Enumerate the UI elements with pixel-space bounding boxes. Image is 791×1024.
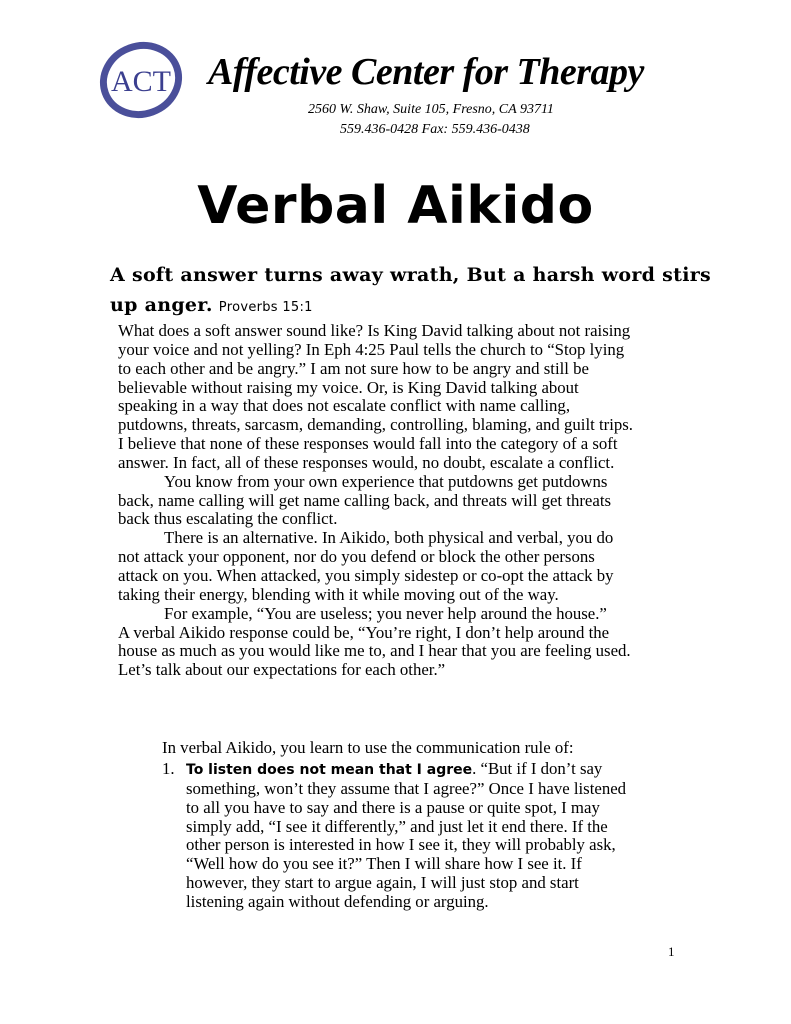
list-item <box>162 760 682 912</box>
body-line: answer. In fact, all of these responses would, no doubt, escalate a conflict. <box>118 452 615 472</box>
body-line: not attack your opponent, nor do you defend or block the other persons <box>118 547 595 567</box>
list-item-line: listening again without defending or arguing. <box>186 891 489 911</box>
body-line: I believe that none of these responses would fall into the category of a soft <box>118 434 618 454</box>
body-line: putdowns, threats, sarcasm, demanding, controlling, blaming, and guilt trips. <box>118 415 634 435</box>
quote-line: A soft answer turns away wrath, But a harsh word stirs <box>110 264 712 286</box>
body-line: back, name calling will get name calling back, and threats will get threats <box>118 490 612 510</box>
body-line: back thus escalating the conflict. <box>118 509 338 529</box>
body-line: house as much as you would like me to, and I hear that you are feeling used. <box>118 641 631 661</box>
org-address: 2560 W. Shaw, Suite 105, Fresno, CA 93711 <box>308 102 554 117</box>
numbered-list <box>162 760 682 912</box>
list-item-number: 1. <box>162 759 175 778</box>
list-item-lead: To listen does not mean that I agree <box>186 762 473 778</box>
body-line: speaking in a way that does not escalate conflict with name calling, <box>118 396 571 416</box>
logo-text: ACT <box>111 65 171 98</box>
page-title: Verbal Aikido <box>197 176 594 236</box>
body-line: your voice and not yelling? In Eph 4:25 Paul tells the church to “Stop lying <box>118 339 625 359</box>
list-item-line: however, they start to argue again, I will just stop and start <box>186 873 579 893</box>
quote-reference: Proverbs 15:1 <box>218 300 313 315</box>
body-line: A verbal Aikido response could be, “You’re right, I don’t help around the <box>118 622 610 642</box>
list-item-first-rest: . “But if I don’t say <box>472 759 603 778</box>
quote-line-last <box>110 290 690 323</box>
list-intro: In verbal Aikido, you learn to use the communication rule of: <box>162 738 574 757</box>
body-line: Let’s talk about our expectations for each other.” <box>118 660 446 680</box>
body-line: There is an alternative. In Aikido, both physical and verbal, you do <box>164 528 614 548</box>
list-item-line: other person is interested in how I see it, they will probably ask, <box>186 835 616 855</box>
act-logo-mark <box>98 40 184 120</box>
org-name: Affective Center for Therapy <box>208 51 644 93</box>
quote-line: up anger. <box>110 294 213 316</box>
list-item-line: to all you have to say and there is a pause or quite spot, I may <box>186 797 600 817</box>
body-line: attack on you. When attacked, you simply sidestep or co-opt the attack by <box>118 565 614 585</box>
list-item-first-line <box>186 760 682 780</box>
list-item-line: “Well how do you see it?” Then I will share how I see it. If <box>186 854 582 874</box>
page-number: 1 <box>668 944 675 959</box>
body-line: For example, “You are useless; you never help around the house.” <box>164 603 607 623</box>
body-text <box>118 322 688 680</box>
body-line: What does a soft answer sound like? Is King David talking about not raising <box>118 321 631 340</box>
body-line: taking their energy, blending with it while moving out of the way. <box>118 584 559 604</box>
list-item-line: something, won’t they assume that I agree?” Once I have listened <box>186 778 627 798</box>
body-line: to each other and be angry.” I am not sure how to be angry and still be <box>118 358 589 378</box>
act-logo <box>98 40 184 120</box>
body-line: You know from your own experience that putdowns get putdowns <box>164 471 608 491</box>
org-phone-fax: 559.436-0428 Fax: 559.436-0438 <box>340 122 530 137</box>
scripture-quote <box>110 260 712 323</box>
body-line: believable without raising my voice. Or, is King David talking about <box>118 377 579 397</box>
list-item-line: simply add, “I see it differently,” and just let it end there. If the <box>186 816 608 836</box>
